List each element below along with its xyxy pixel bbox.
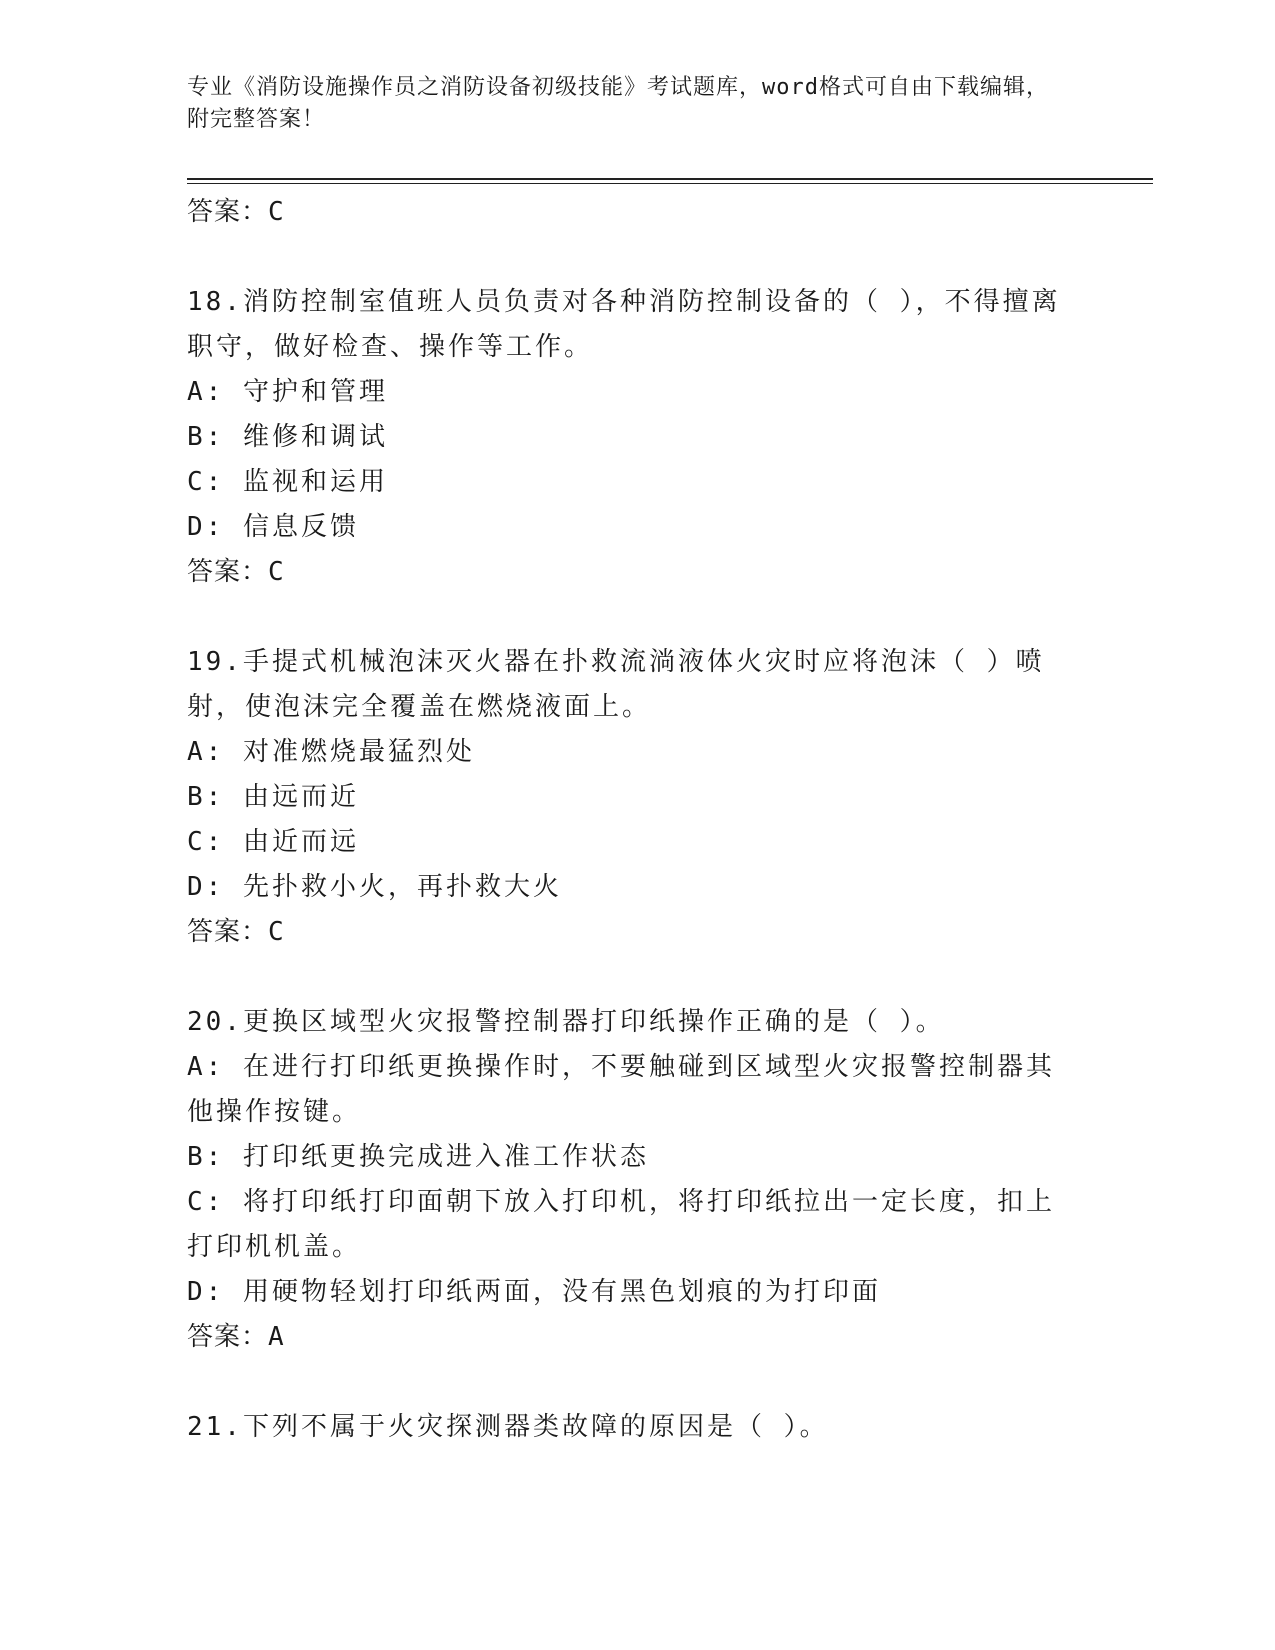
document-body [187,190,1067,1450]
option-d: D: 用硬物轻划打印纸两面，没有黑色划痕的为打印面 [187,1277,881,1307]
option-c: C: 由近而远 [187,827,359,857]
question-21 [187,1405,1067,1450]
option-d: D: 信息反馈 [187,512,359,542]
answer-label: 答案：A [187,1322,285,1352]
spacer [187,234,1067,280]
question-20 [187,1000,1067,1359]
option-b: B: 维修和调试 [187,422,388,452]
option-a: A: 守护和管理 [187,377,388,407]
option-a: A: 在进行打印纸更换操作时，不要触碰到区域型火灾报警控制器其他操作按键。 [187,1052,1055,1127]
option-b: B: 由远而近 [187,782,359,812]
option-c: C: 监视和运用 [187,467,388,497]
question-18 [187,280,1067,594]
answer-label: 答案：C [187,557,285,587]
question-text: 21.下列不属于火灾探测器类故障的原因是（ ）。 [187,1412,829,1442]
option-d: D: 先扑救小火，再扑救大火 [187,872,562,902]
option-a: A: 对准燃烧最猛烈处 [187,737,475,767]
option-c: C: 将打印纸打印面朝下放入打印机，将打印纸拉出一定长度，扣上打印机机盖。 [187,1187,1055,1262]
spacer [187,594,1067,640]
answer-label: 答案：C [187,917,285,947]
question-19 [187,640,1067,954]
spacer [187,954,1067,1000]
answer-label: 答案：C [187,197,285,227]
question-text: 19.手提式机械泡沫灭火器在扑救流淌液体火灾时应将泡沫（ ）喷射，使泡沫完全覆盖在燃烧液面上。 [187,647,1045,722]
question-text: 18.消防控制室值班人员负责对各种消防控制设备的（ ），不得擅离职守，做好检查、操作等工作。 [187,287,1061,362]
question-text: 20.更换区域型火灾报警控制器打印纸操作正确的是（ ）。 [187,1007,945,1037]
spacer [187,1359,1067,1405]
header-rule [187,178,1153,180]
option-b: B: 打印纸更换完成进入准工作状态 [187,1142,649,1172]
document-header: 专业《消防设施操作员之消防设备初级技能》考试题库，word格式可自由下载编辑，附完整答案！ [187,75,1049,132]
header-rule-thin [187,183,1153,184]
